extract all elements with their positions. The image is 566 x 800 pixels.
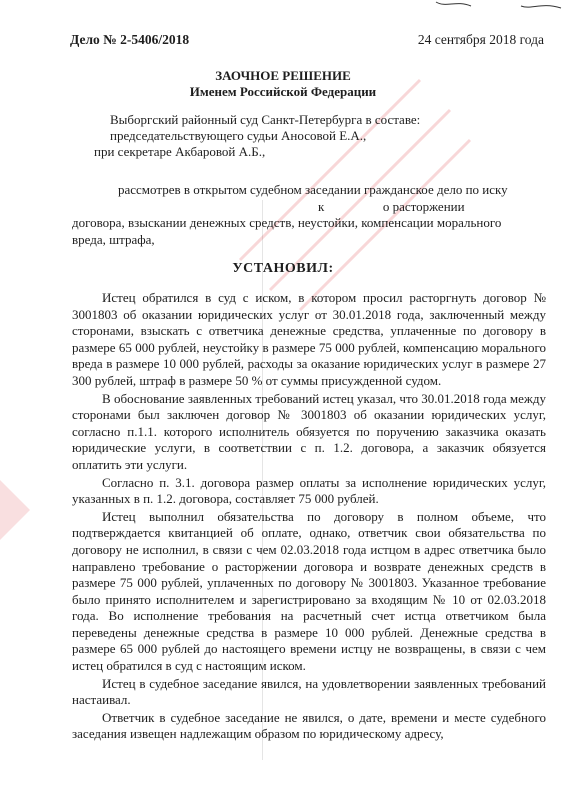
court-line-2: председательствующего судьи Аносовой Е.А.,: [110, 128, 367, 143]
title-decision: ЗАОЧНОЕ РЕШЕНИЕ: [215, 68, 351, 83]
court-composition: [94, 112, 540, 160]
handwritten-mark: [426, 0, 566, 14]
court-line-3: при секретаре Акбаровой А.Б.,: [94, 144, 266, 159]
paragraph: Истец в судебное заседание явился, на удовлетворении заявленных требований настаивал.: [72, 675, 546, 708]
document-date: 24 сентября 2018 года: [417, 32, 544, 47]
section-heading-established: УСТАНОВИЛ:: [232, 261, 334, 276]
stamp-fragment-icon: [0, 470, 40, 550]
paragraph: Истец обратился в суд с иском, в котором просил расторгнуть договор № 3001803 об оказании юридических услуг от 30.01.2018 года, заключенный между сторонами, взыскать с ответчика денежные средства, уплаченные по договору в размере 65 000 рублей, неустойку в размере 75 000 рублей, компенсацию морального вреда в размере 10 000 рублей, расходы за оказание юридических услуг в размере 27 300 рублей, штраф в размере 50 % от суммы присужденной судом.: [72, 290, 546, 388]
case-number: Дело № 2-5406/2018: [70, 32, 190, 47]
considered-block: [72, 182, 546, 248]
considered-line-2: к о расторжении: [318, 198, 465, 214]
paragraph: В обоснование заявленных требований истец указал, что 30.01.2018 года между сторонами был заключен договор № 3001803 об оказании юридических услуг, согласно п.1.1. которого исполнитель обязуется по поручению заказчика оказать юридические услуги, в соответствии с п. 1.2. договора, а заказчик обязуется оплатить эти услуги.: [72, 390, 546, 472]
decision-body: [72, 290, 546, 744]
title-subtitle: Именем Российской Федерации: [189, 84, 377, 99]
court-line-1: Выборгский районный суд Санкт-Петербурга в составе:: [110, 112, 421, 127]
paragraph: Ответчик в судебное заседание не явился, о дате, времени и месте судебного заседания извещен надлежащим образом по юридическому адресу,: [72, 709, 546, 742]
paragraph: Согласно п. 3.1. договора размер оплаты за исполнение юридических услуг, указанных в п. 1.2. договора, составляет 75 000 рублей.: [72, 474, 546, 507]
document-title: [0, 68, 566, 100]
considered-line-1: рассмотрев в открытом судебном заседании гражданское дело по иску: [118, 182, 508, 197]
considered-line-3: договора, взыскании денежных средств, неустойки, компенсации морального: [72, 215, 502, 230]
paragraph: Истец выполнил обязательства по договору в полном объеме, что подтверждается квитанцией об оплате, однако, ответчик свои обязательства по договору не исполнил, в связи с чем 02.03.2018 года истцом в адрес ответчика было направлено требование о расторжении договора и возврате денежных средств в размере 75 000 рублей, уплаченных по договору № 3001803. Указанное требование было принято исполнителем и зарегистрировано за входящим № 10 от 02.03.2018 года. Во исполнение требования на расчетный счет истца ответчиком была переведены денежные средства в размере 10 000 рублей. Денежные средства в размере 65 000 рублей до настоящего времени истцу не возвращены, в связи с чем истец обратился в суд с настоящим иском.: [72, 508, 546, 674]
considered-line-4: вреда, штрафа,: [72, 231, 155, 247]
